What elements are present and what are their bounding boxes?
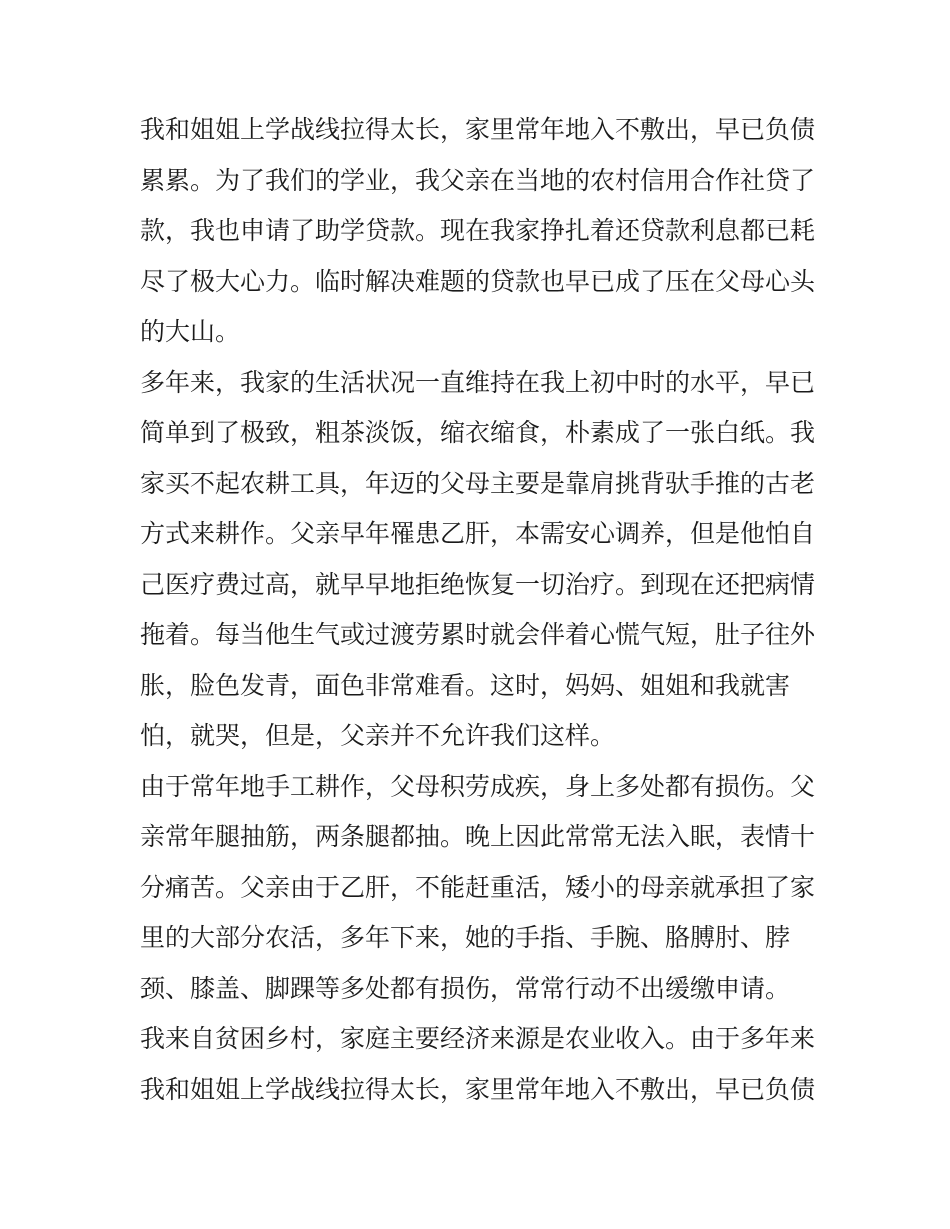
text-line: 我来自贫困乡村，家庭主要经济来源是农业收入。由于多年来 <box>140 1024 816 1053</box>
document-body <box>140 105 820 1115</box>
text-line: 亲常年腿抽筋，两条腿都抽。晚上因此常常无法入眠，表情十 <box>140 822 816 851</box>
text-line: 尽了极大心力。临时解决难题的贷款也早已成了压在父母心头 <box>140 266 816 296</box>
text-line: 我和姐姐上学战线拉得太长，家里常年地入不敷出，早已负债 <box>140 1074 816 1104</box>
text-line: 方式来耕作。父亲早年罹患乙肝，本需安心调养，但是他怕自 <box>140 519 816 548</box>
text-line: 己医疗费过高，就早早地拒绝恢复一切治疗。到现在还把病情 <box>140 569 816 599</box>
text-line: 里的大部分农活，多年下来，她的手指、手腕、胳膊肘、脖 <box>140 923 791 952</box>
text-line: 多年来，我家的生活状况一直维持在我上初中时的水平，早已 <box>140 367 816 397</box>
text-line: 分痛苦。父亲由于乙肝，不能赶重活，矮小的母亲就承担了家 <box>140 872 816 902</box>
text-line: 我和姐姐上学战线拉得太长，家里常年地入不敷出，早已负债 <box>140 115 816 144</box>
text-line: 的大山。 <box>140 317 241 346</box>
text-line: 累累。为了我们的学业，我父亲在当地的农村信用合作社贷了 <box>140 165 816 195</box>
text-line: 由于常年地手工耕作，父母积劳成疾，身上多处都有损伤。父 <box>140 771 816 801</box>
text-line: 怕，就哭，但是，父亲并不允许我们这样。 <box>140 721 616 750</box>
text-line: 家买不起农耕工具，年迈的父母主要是靠肩挑背驮手推的古老 <box>140 468 816 498</box>
text-line: 拖着。每当他生气或过渡劳累时就会伴着心慌气短，肚子往外 <box>140 620 816 649</box>
text-line: 简单到了极致，粗茶淡饭，缩衣缩食，朴素成了一张白纸。我 <box>140 418 816 447</box>
text-line: 款，我也申请了助学贷款。现在我家挣扎着还贷款利息都已耗 <box>140 216 816 245</box>
text-line: 颈、膝盖、脚踝等多处都有损伤，常常行动不出缓缴申请。 <box>140 973 791 1003</box>
text-line: 胀，脸色发青，面色非常难看。这时，妈妈、姐姐和我就害 <box>140 670 791 700</box>
